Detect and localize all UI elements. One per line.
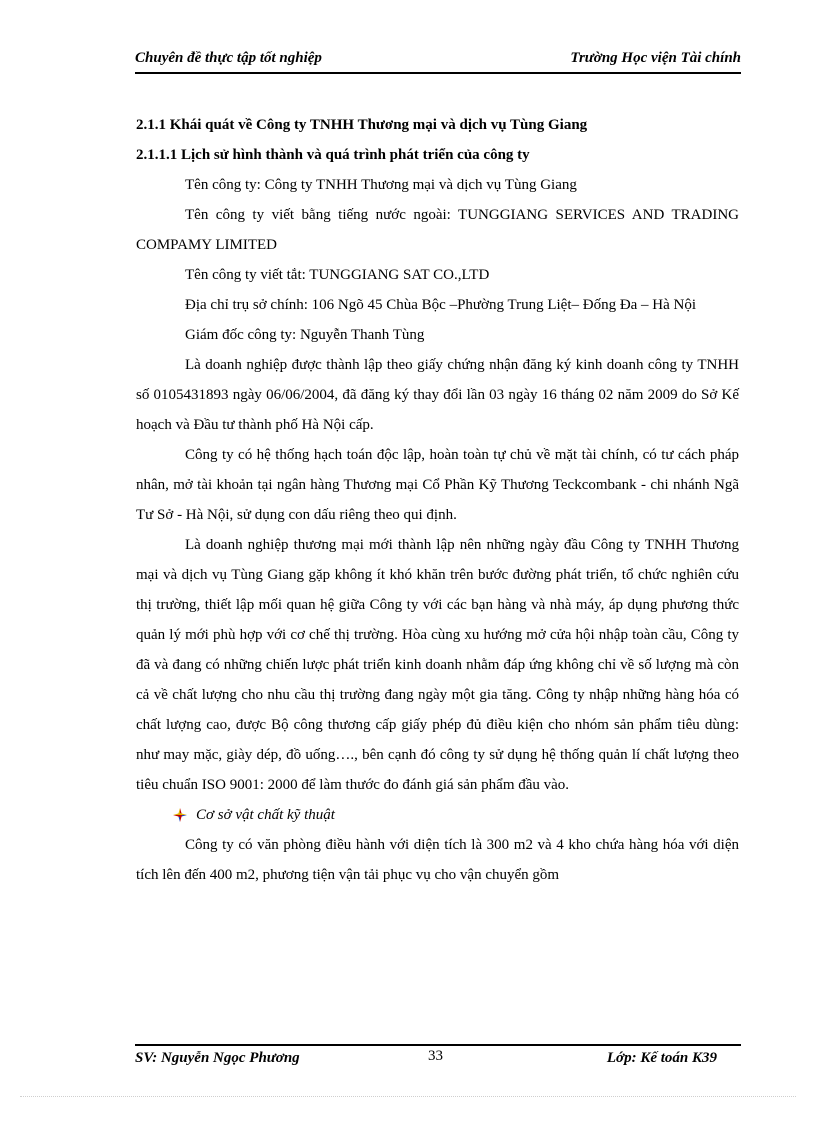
short-name-line: Tên công ty viết tắt: TUNGGIANG SAT CO.,LTD <box>185 267 490 283</box>
subsection-heading: 2.1.1.1 Lịch sử hình thành và quá trình phát triển của công ty <box>136 147 530 163</box>
accounting-paragraph: Công ty có hệ thống hạch toán độc lập, hoàn toàn tự chủ về mặt tài chính, có tư cách pháp nhân, mở tài khoản tại ngân hàng Thương mại Cổ Phần Kỹ Thương Teckcombank - chi nhánh Ngã Tư Sở - Hà Nội, sử dụng con dấu riêng theo qui định. <box>136 447 739 523</box>
page-edge-divider <box>20 1096 796 1097</box>
license-paragraph: Là doanh nghiệp được thành lập theo giấy chứng nhận đăng ký kinh doanh công ty TNHH số 0105431893 ngày 06/06/2004, đã đăng ký thay đổi lần 03 ngày 16 tháng 02 năm 2009 do Sở Kế hoạch và Đầu tư thành phố Hà Nội cấp. <box>136 357 739 433</box>
foreign-name-paragraph: Tên công ty viết bằng tiếng nước ngoài: TUNGGIANG SERVICES AND TRADING COMPAMY LIMITED <box>136 207 739 253</box>
facilities-subheading-text: Cơ sở vật chất kỹ thuật <box>196 807 335 823</box>
diamond-bullet-icon <box>172 807 188 823</box>
page-content <box>136 110 739 890</box>
footer-student-name: SV: Nguyễn Ngọc Phương <box>135 1050 300 1066</box>
footer-class-name: Lớp: Kế toán K39 <box>606 1050 717 1066</box>
director-line: Giám đốc công ty: Nguyễn Thanh Tùng <box>185 327 425 343</box>
strategy-paragraph: Là doanh nghiệp thương mại mới thành lập nên những ngày đầu Công ty TNHH Thương mại và dịch vụ Tùng Giang gặp không ít khó khăn trên bước đường phát triển, tổ chức nghiên cứu thị trường, thiết lập mối quan hệ giữa Công ty với các bạn hàng và nhà máy, áp dụng phương thức quản lý mới phù hợp với cơ chế thị trường. Hòa cùng xu hướng mở cửa hội nhập toàn cầu, Công ty đã và đang có những chiến lược phát triển kinh doanh nhằm đáp ứng không chỉ về số lượng mà còn cả về chất lượng cho nhu cầu thị trường đang ngày một gia tăng. Công ty nhập những hàng hóa có chất lượng cao, được Bộ công thương cấp giấy phép đủ điều kiện cho nhóm sản phẩm tiêu dùng: như may mặc, giày dép, đồ uống…., bên cạnh đó công ty sử dụng hệ thống quản lí chất lượng theo tiêu chuẩn ISO 9001: 2000 để làm thước đo đánh giá sản phẩm đầu vào. <box>136 537 739 793</box>
footer-page-number: 33 <box>428 1048 443 1064</box>
header-thesis-title: Chuyên đề thực tập tốt nghiệp <box>135 50 322 66</box>
page-header <box>135 46 741 74</box>
page-footer <box>135 1044 741 1072</box>
facilities-paragraph: Công ty có văn phòng điều hành với diện tích là 300 m2 và 4 kho chứa hàng hóa với diện tích lên đến 400 m2, phương tiện vận tải phục vụ cho vận chuyển gồm <box>136 837 739 883</box>
header-school-name: Trường Học viện Tài chính <box>570 50 741 66</box>
facilities-subheading <box>136 800 739 830</box>
section-heading: 2.1.1 Khái quát về Công ty TNHH Thương mại và dịch vụ Tùng Giang <box>136 117 588 133</box>
company-name-line: Tên công ty: Công ty TNHH Thương mại và dịch vụ Tùng Giang <box>185 177 577 193</box>
address-paragraph: Địa chỉ trụ sở chính: 106 Ngõ 45 Chùa Bộc –Phường Trung Liệt– Đống Đa – Hà Nội <box>185 297 697 313</box>
